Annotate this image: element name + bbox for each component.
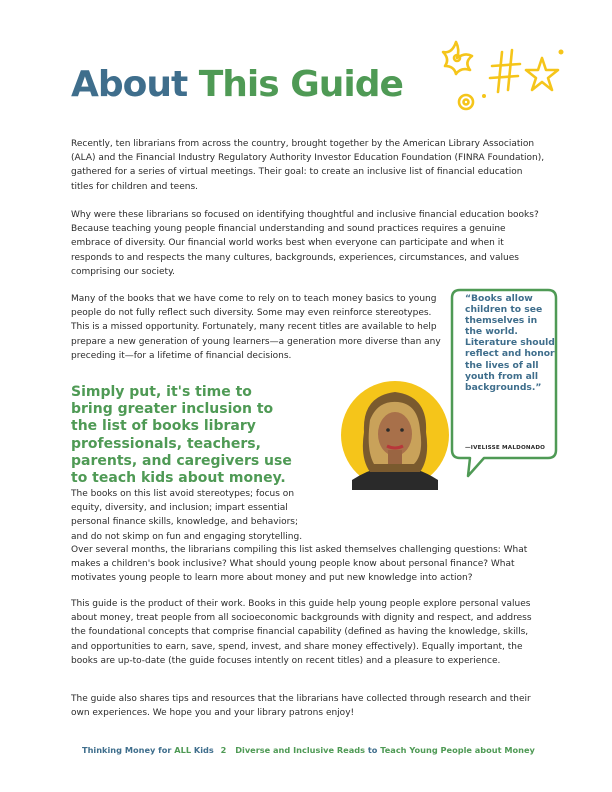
page-title — [71, 62, 403, 108]
title-part-2: This Guide — [198, 64, 403, 105]
quote-attribution: —IVELISSE MALDONADO — [465, 445, 546, 451]
footer-guide-title: Diverse and Inclusive Reads — [235, 745, 365, 755]
paragraph-closing: The guide also shares tips and resources that the librarians have collected through research and their own experiences. We hope you and your library patrons enjoy! — [71, 694, 531, 719]
page-number: 2 — [220, 745, 227, 755]
paragraph-intro: Recently, ten librarians from across the country, brought together by the American Library Association (ALA) and the Financial Industry Regulatory Authority Investor Education Foundation (FINRA Foundation), gathered for a series of virtual meetings. Their goal: to create an inclusive list of financial education titles for children and teens. — [71, 139, 545, 192]
pull-quote: Simply put, it's time to bring greater inclusion to the list of books library professionals, teachers, parents, and caregivers use to teach kids about money. — [71, 384, 292, 487]
footer-guide-end: Teach Young People about Money — [380, 745, 535, 755]
footer-series-end: Kids — [191, 745, 214, 755]
title-part-1: About — [71, 64, 188, 105]
page-footer — [82, 745, 535, 755]
footer-series-emph: ALL — [174, 745, 192, 755]
paragraph-product: This guide is the product of their work. Books in this guide help young people explore personal values about money, treat people from all socioeconomic backgrounds with dignity and respect, and address the foundational concepts that comprise financial capability (defined as having the knowledge, skills, and opportunities to earn, save, spend, invest, and share money effectively). Equally important, the books are up-to-date (the guide focuses intently on recent titles) and a pleasure to experience. — [71, 599, 532, 666]
paragraph-criteria — [71, 487, 311, 544]
paragraph-diversity: Many of the books that we have come to rely on to teach money basics to young people do not fully reflect such diversity. Some may even reinforce stereotypes. This is a missed opportunity. Fortunately, many recent titles are available to help prepare a new generation of young learners—a generation more diverse than any preceding it—for a lifetime of financial decisions. — [71, 294, 441, 361]
paragraph-criteria-text: The books on this list avoid stereotypes; focus on equity, diversity, and inclusion; impart essential personal finance skills, knowledge, and behaviors; and do not skimp on fun and engaging storytelling. — [71, 489, 303, 542]
portrait-illustration — [340, 380, 450, 490]
paragraph-questions: Over several months, the librarians compiling this list asked themselves challenging questions: What makes a children's book inclusive? What should young people know about personal finance? What motivates young people to learn more about money and put new knowledge into action? — [71, 545, 528, 584]
paragraph-why: Why were these librarians so focused on identifying thoughtful and inclusive financial education books? Because teaching young people financial understanding and sound practices requires a genuine embrace of diversity. Our financial world works best when everyone can participate and when it responds to and respects the many cultures, backgrounds, experiences, circumstances, and values comprising our society. — [71, 210, 539, 277]
decorative-doodles-icon — [430, 36, 570, 116]
footer-series-title: Thinking Money for — [82, 745, 175, 755]
speech-bubble-quote: “Books allow children to see themselves in the world. Literature should reflect and honor the lives of all youth from all backgrounds.” — [465, 293, 555, 393]
footer-guide-mid: to — [365, 745, 381, 755]
